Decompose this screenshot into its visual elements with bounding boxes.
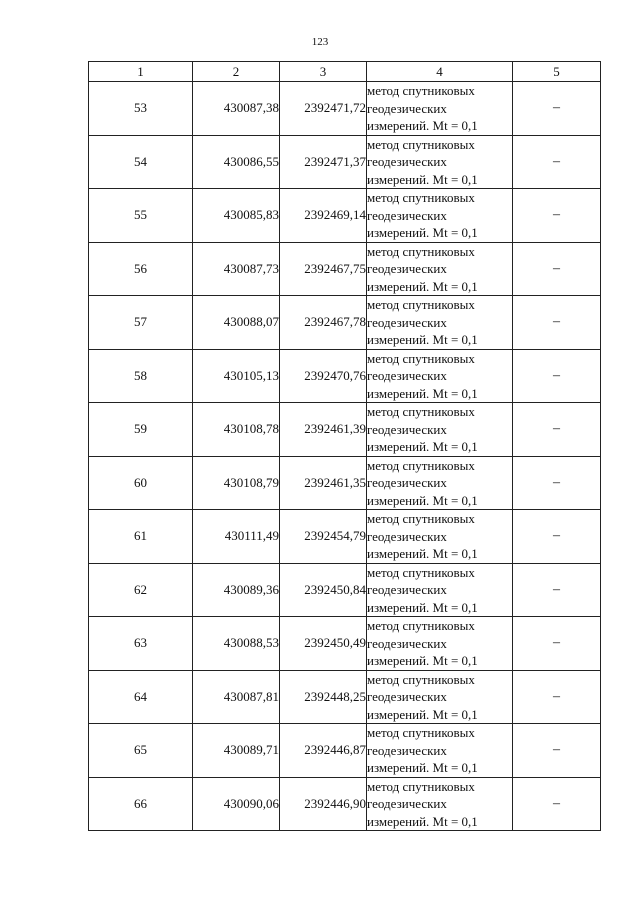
column-header-2: 2 [193,62,280,82]
x-coordinate-cell: 430088,07 [193,296,280,350]
method-line: геодезических [367,742,447,758]
method-line: геодезических [367,689,447,704]
note-cell: – [513,456,601,510]
method-cell [367,189,513,243]
x-coordinate-cell: 430089,71 [193,724,280,778]
method-line: геодезических [367,314,447,330]
x-coordinate-cell: 430108,78 [193,403,280,457]
method-line: измерений. Mt = 0,1 [367,171,478,187]
method-line: измерений. Mt = 0,1 [367,332,478,347]
table-row [89,777,601,831]
method-line: метод спутниковых [367,404,475,419]
note-cell: – [513,189,601,243]
method-line: метод спутниковых [367,778,475,794]
note-cell: – [513,242,601,296]
method-line: измерений. Mt = 0,1 [367,492,478,508]
note-cell: – [513,349,601,403]
method-line: измерений. Mt = 0,1 [367,706,478,722]
method-line: геодезических [367,154,447,169]
method-line: метод спутниковых [367,457,475,473]
page-number: 123 [311,36,329,48]
point-number-cell: 62 [89,563,193,617]
method-cell [367,724,513,778]
point-number-cell: 57 [89,296,193,350]
method-cell [367,617,513,671]
method-line: геодезических [367,796,447,811]
method-line: метод спутниковых [367,136,475,152]
x-coordinate-cell: 430111,49 [193,510,280,564]
method-line: геодезических [367,261,447,276]
method-line: метод спутниковых [367,671,475,687]
y-coordinate-cell: 2392461,35 [280,456,367,510]
table-header [89,62,601,82]
method-cell [367,135,513,189]
note-cell: – [513,403,601,457]
coordinates-table [88,61,601,831]
header-row [89,62,601,82]
method-line: метод спутниковых [367,350,475,366]
y-coordinate-cell: 2392469,14 [280,189,367,243]
table-row [89,189,601,243]
table-row [89,242,601,296]
method-cell [367,349,513,403]
table-row [89,670,601,724]
method-line: метод спутниковых [367,83,475,98]
method-line: метод спутниковых [367,618,475,633]
method-cell [367,670,513,724]
method-line: измерений. Mt = 0,1 [367,439,478,454]
method-line: измерений. Mt = 0,1 [367,385,478,401]
note-cell: – [513,670,601,724]
column-header-1: 1 [89,62,193,82]
x-coordinate-cell: 430086,55 [193,135,280,189]
method-line: геодезических [367,475,447,490]
note-cell: – [513,777,601,831]
table-row [89,296,601,350]
x-coordinate-cell: 430090,06 [193,777,280,831]
x-coordinate-cell: 430088,53 [193,617,280,671]
table-row [89,456,601,510]
y-coordinate-cell: 2392467,78 [280,296,367,350]
point-number-cell: 55 [89,189,193,243]
method-line: измерений. Mt = 0,1 [367,813,478,829]
method-line: измерений. Mt = 0,1 [367,653,478,668]
method-cell [367,296,513,350]
y-coordinate-cell: 2392450,84 [280,563,367,617]
point-number-cell: 58 [89,349,193,403]
method-line: геодезических [367,528,447,544]
method-line: геодезических [367,635,447,651]
point-number-cell: 60 [89,456,193,510]
column-header-4: 4 [367,62,513,82]
method-cell [367,510,513,564]
x-coordinate-cell: 430087,38 [193,82,280,136]
point-number-cell: 64 [89,670,193,724]
method-line: измерений. Mt = 0,1 [367,118,478,133]
method-cell [367,777,513,831]
method-line: геодезических [367,100,447,116]
method-cell [367,82,513,136]
x-coordinate-cell: 430108,79 [193,456,280,510]
point-number-cell: 56 [89,242,193,296]
table-body [89,82,601,831]
y-coordinate-cell: 2392471,72 [280,82,367,136]
y-coordinate-cell: 2392471,37 [280,135,367,189]
point-number-cell: 65 [89,724,193,778]
y-coordinate-cell: 2392446,90 [280,777,367,831]
method-cell [367,403,513,457]
method-cell [367,456,513,510]
method-line: измерений. Mt = 0,1 [367,760,478,775]
note-cell: – [513,617,601,671]
table-row [89,349,601,403]
column-header-5: 5 [513,62,601,82]
method-line: метод спутниковых [367,297,475,312]
x-coordinate-cell: 430089,36 [193,563,280,617]
column-header-3: 3 [280,62,367,82]
point-number-cell: 59 [89,403,193,457]
y-coordinate-cell: 2392467,75 [280,242,367,296]
table-row [89,82,601,136]
note-cell: – [513,510,601,564]
table-row [89,724,601,778]
y-coordinate-cell: 2392454,79 [280,510,367,564]
table-row [89,135,601,189]
note-cell: – [513,563,601,617]
method-line: геодезических [367,421,447,437]
point-number-cell: 53 [89,82,193,136]
method-line: измерений. Mt = 0,1 [367,546,478,561]
method-line: метод спутниковых [367,725,475,740]
method-line: метод спутниковых [367,243,475,259]
method-line: геодезических [367,368,447,383]
y-coordinate-cell: 2392470,76 [280,349,367,403]
point-number-cell: 54 [89,135,193,189]
table-row [89,617,601,671]
y-coordinate-cell: 2392448,25 [280,670,367,724]
x-coordinate-cell: 430087,73 [193,242,280,296]
y-coordinate-cell: 2392461,39 [280,403,367,457]
method-line: метод спутниковых [367,564,475,580]
method-line: геодезических [367,582,447,597]
method-cell [367,563,513,617]
note-cell: – [513,724,601,778]
table-row [89,563,601,617]
point-number-cell: 66 [89,777,193,831]
y-coordinate-cell: 2392450,49 [280,617,367,671]
table-row [89,510,601,564]
method-line: измерений. Mt = 0,1 [367,225,478,240]
method-cell [367,242,513,296]
note-cell: – [513,135,601,189]
note-cell: – [513,82,601,136]
y-coordinate-cell: 2392446,87 [280,724,367,778]
x-coordinate-cell: 430087,81 [193,670,280,724]
method-line: геодезических [367,207,447,223]
table-row [89,403,601,457]
method-line: метод спутниковых [367,190,475,205]
x-coordinate-cell: 430085,83 [193,189,280,243]
method-line: метод спутниковых [367,511,475,526]
note-cell: – [513,296,601,350]
method-line: измерений. Mt = 0,1 [367,278,478,294]
x-coordinate-cell: 430105,13 [193,349,280,403]
point-number-cell: 61 [89,510,193,564]
method-line: измерений. Mt = 0,1 [367,599,478,615]
point-number-cell: 63 [89,617,193,671]
